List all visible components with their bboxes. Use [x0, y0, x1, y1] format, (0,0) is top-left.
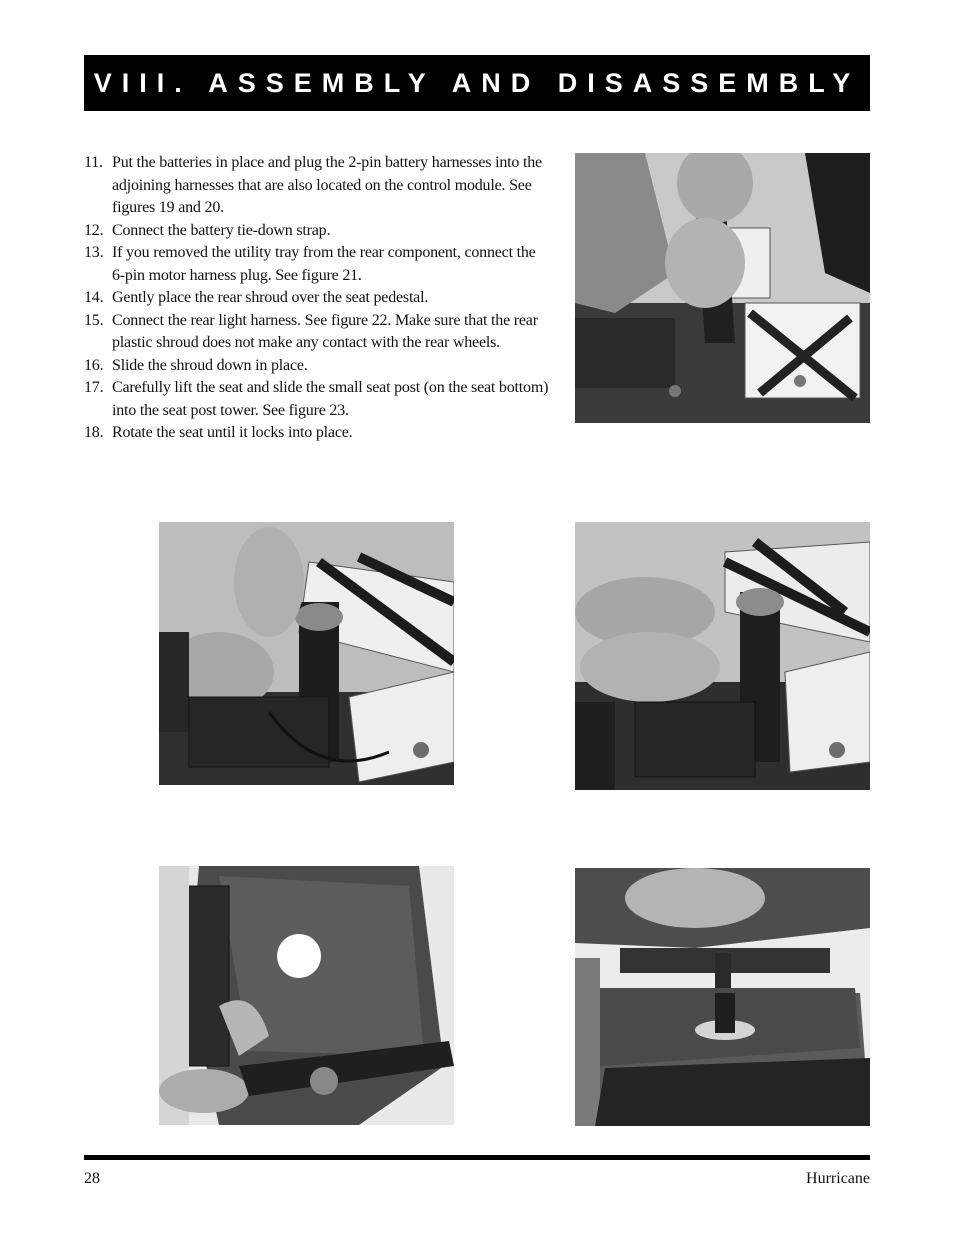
step-item — [84, 422, 550, 445]
step-item — [84, 287, 550, 310]
step-item — [84, 152, 550, 220]
seat-post-photo — [575, 868, 870, 1126]
assembly-steps-list — [84, 152, 550, 445]
page-number: 28 — [84, 1170, 100, 1187]
step-text: Slide the shroud down in place. — [112, 356, 308, 374]
step-number: 12. — [84, 221, 104, 239]
step-number: 18. — [84, 424, 104, 441]
step-text: Connect the battery tie-down strap. — [112, 221, 331, 239]
step-number: 15. — [84, 311, 104, 329]
battery-harness-photo-left — [159, 522, 454, 785]
step-item — [84, 242, 550, 287]
step-text: Rotate the seat until it locks into place. — [112, 424, 353, 441]
step-item — [84, 377, 550, 422]
battery-strap-photo — [575, 153, 870, 423]
step-number: 14. — [84, 289, 104, 306]
step-text: Put the batteries in place and plug the 2-pin battery harnesses into the adjoining harnesses that are also located on the control module. See figures 19 and 20. — [112, 154, 542, 216]
footer-rule — [84, 1155, 870, 1160]
product-name: Hurricane — [806, 1170, 870, 1187]
step-number: 13. — [84, 244, 104, 261]
step-text: Connect the rear light harness. See figure 22. Make sure that the rear plastic shroud does not make any contact with the rear wheels. — [112, 311, 538, 351]
step-number: 16. — [84, 356, 104, 374]
step-item — [84, 310, 550, 355]
step-text: If you removed the utility tray from the rear component, connect the 6-pin motor harness plug. See figure 21. — [112, 244, 536, 284]
step-item — [84, 220, 550, 243]
step-number: 11. — [84, 154, 103, 171]
battery-harness-photo-right — [575, 522, 870, 790]
step-text: Gently place the rear shroud over the seat pedestal. — [112, 289, 429, 306]
step-number: 17. — [84, 379, 104, 396]
step-text: Carefully lift the seat and slide the small seat post (on the seat bottom) into the seat post tower. See figure 23. — [112, 379, 549, 419]
section-title: VIII. ASSEMBLY AND DISASSEMBLY — [93, 67, 861, 98]
step-item — [84, 355, 550, 378]
rear-shroud-photo — [159, 866, 454, 1125]
section-header — [84, 55, 870, 111]
